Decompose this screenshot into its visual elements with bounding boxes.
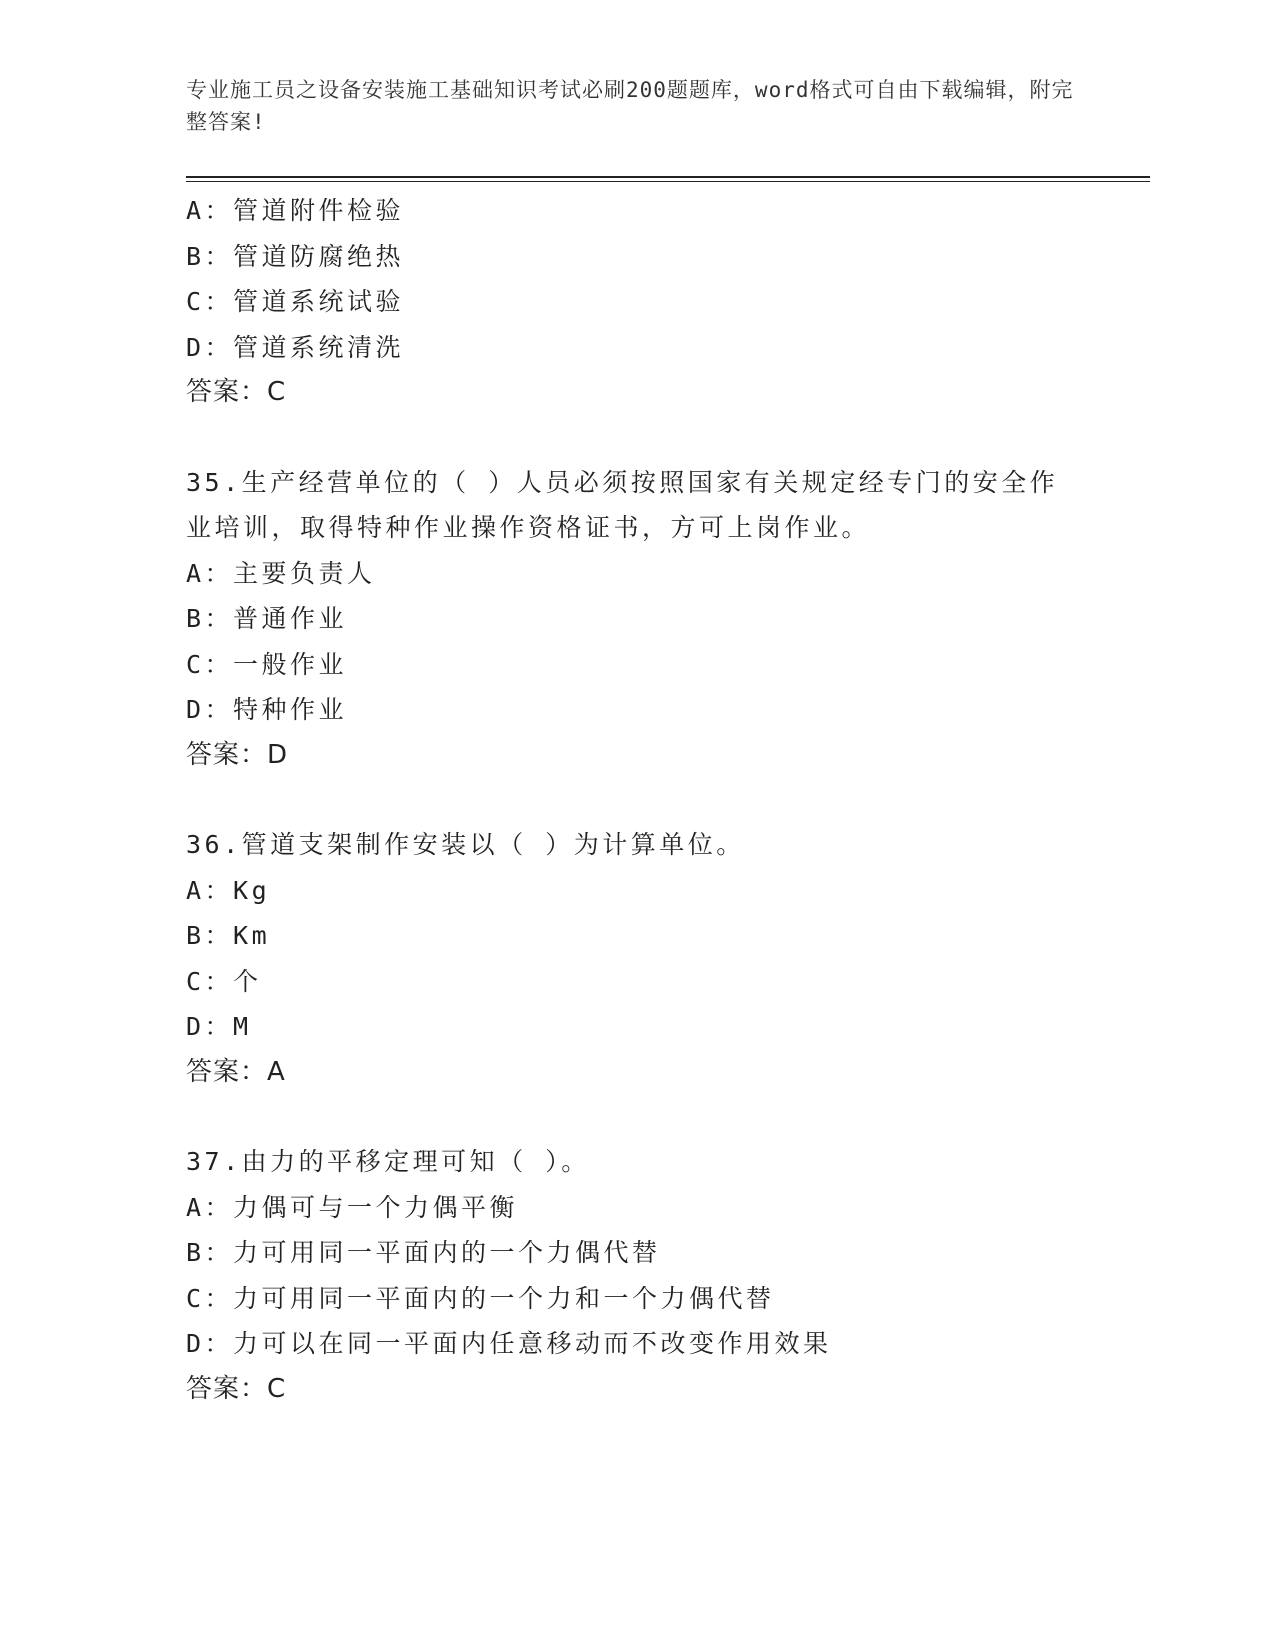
option-a: A：管道附件检验 — [186, 196, 405, 225]
answer-line: 答案：A — [186, 1056, 286, 1087]
question-36 — [186, 822, 1086, 1095]
option-c: C：一般作业 — [186, 649, 348, 679]
option-d: D：管道系统清洗 — [186, 332, 405, 362]
question-stem-continued: 业培训，取得特种作业操作资格证书，方可上岗作业。 — [186, 513, 871, 542]
question-34-continued — [186, 188, 1086, 416]
spacer — [186, 416, 1086, 460]
option-c: C：管道系统试验 — [186, 287, 405, 316]
question-stem: 36.管道支架制作安装以（ ）为计算单位。 — [186, 830, 745, 859]
question-35 — [186, 460, 1086, 779]
option-c: C：个 — [186, 966, 262, 996]
option-a: A：Kg — [186, 875, 271, 905]
option-d: D：M — [186, 1012, 252, 1041]
option-b: B：普通作业 — [186, 604, 348, 633]
option-d: D：特种作业 — [186, 695, 348, 724]
answer-line: 答案：D — [186, 739, 289, 770]
question-stem: 35.生产经营单位的（ ）人员必须按照国家有关规定经专门的安全作 — [186, 467, 1059, 497]
option-b: B：管道防腐绝热 — [186, 241, 405, 271]
option-d: D：力可以在同一平面内任意移动而不改变作用效果 — [186, 1329, 832, 1358]
header-divider — [186, 176, 1150, 182]
answer-line: 答案：C — [186, 1373, 287, 1404]
option-c: C：力可用同一平面内的一个力和一个力偶代替 — [186, 1283, 775, 1313]
option-a: A：主要负责人 — [186, 558, 376, 588]
answer-line: 答案：C — [186, 377, 287, 407]
question-37 — [186, 1139, 1086, 1412]
option-a: A：力偶可与一个力偶平衡 — [186, 1192, 519, 1222]
document-title: 专业施工员之设备安装施工基础知识考试必刷200题题库，word格式可自由下载编辑，附完整答案! — [186, 78, 1074, 134]
spacer — [186, 778, 1086, 822]
question-stem: 37.由力的平移定理可知（ ）。 — [186, 1147, 590, 1176]
spacer — [186, 1095, 1086, 1139]
option-b: B：力可用同一平面内的一个力偶代替 — [186, 1238, 661, 1267]
option-b: B：Km — [186, 921, 271, 950]
question-list — [186, 188, 1086, 1412]
document-header — [186, 74, 1086, 138]
